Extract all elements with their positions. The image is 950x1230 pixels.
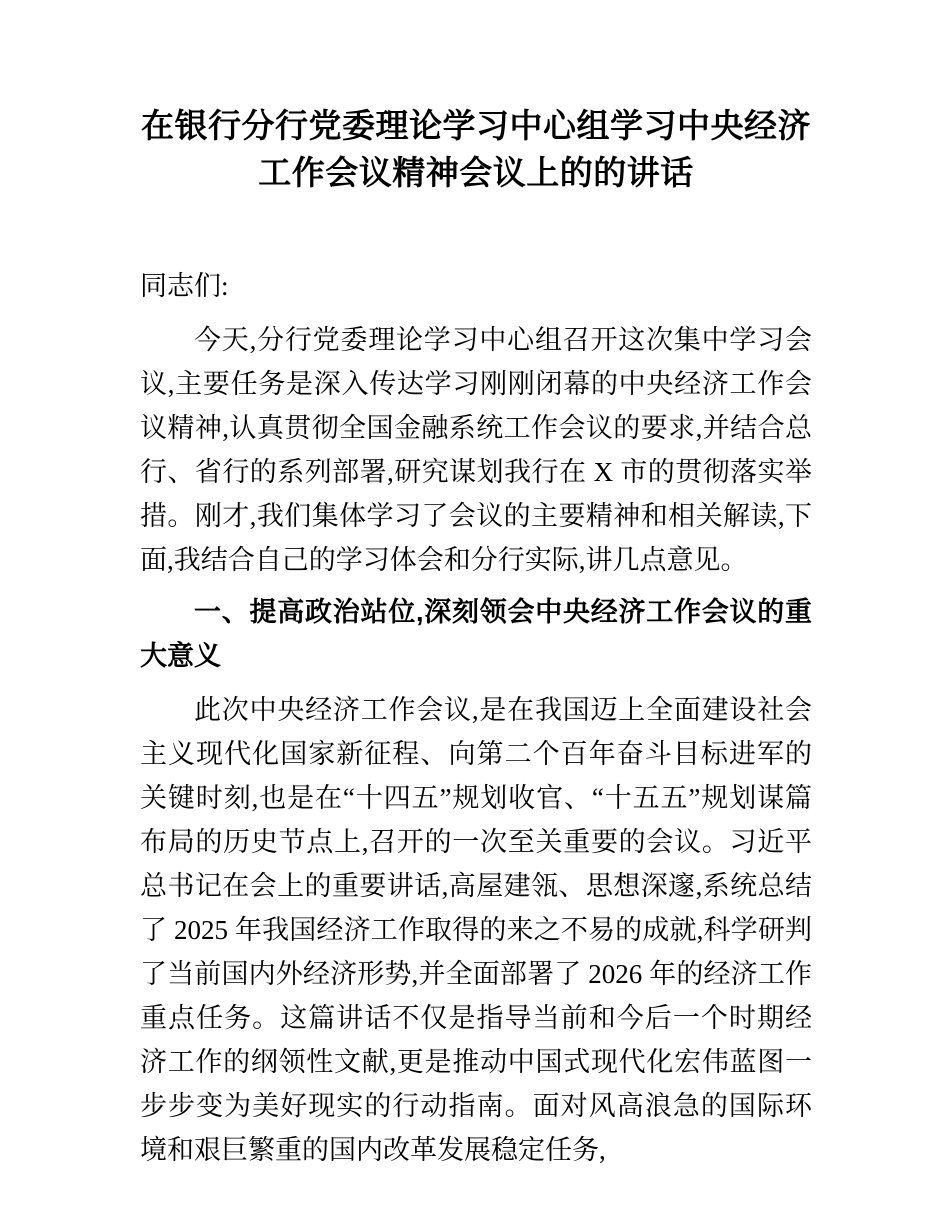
salutation: 同志们: <box>140 271 229 301</box>
section-heading-1: 一、提高政治站位,深刻领会中央经济工作会议的重大意义 <box>140 597 812 671</box>
paragraph-1: 今天,分行党委理论学习中心组召开这次集中学习会议,主要任务是深入传达学习刚刚闭幕的中央经济工作会议精神,认真贯彻全国金融系统工作会议的要求,并结合总行、省行的系列部署,研究谋划我行在 X 市的贯彻落实举措。刚才,我们集体学习了会议的主要精神和相关解读,下面,我结合自己的学习体会和分行实际,讲几点意见。 <box>140 325 812 575</box>
document-title: 在银行分行党委理论学习中心组学习中央经济工作会议精神会议上的的讲话 <box>141 109 811 192</box>
paragraph-2: 此次中央经济工作会议,是在我国迈上全面建设社会主义现代化国家新征程、向第二个百年奋斗目标进军的关键时刻,也是在“十四五”规划收官、“十五五”规划谋篇布局的历史节点上,召开的一次至关重要的会议。习近平总书记在会上的重要讲话,高屋建瓴、思想深邃,系统总结了 2025 年我国经济工作取得的来之不易的成就,科学研判了当前国内外经济形势,并全面部署了 2026 年的经济工作重点任务。这篇讲话不仅是指导当前和今后一个时期经济工作的纲领性文献,更是推动中国式现代化宏伟蓝图一步步变为美好现实的行动指南。面对风高浪急的国际环境和艰巨繁重的国内改革发展稳定任务, <box>140 695 812 1165</box>
